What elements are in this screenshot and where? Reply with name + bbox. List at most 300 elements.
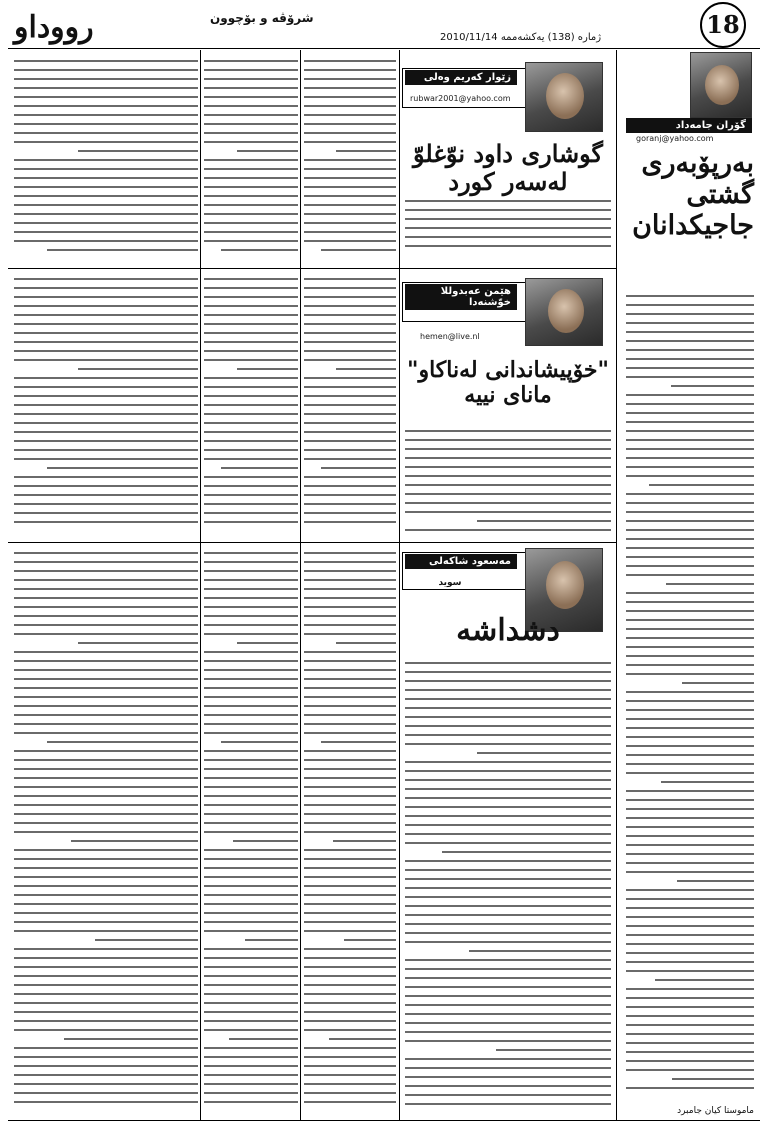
text-line bbox=[304, 669, 396, 671]
text-line bbox=[14, 96, 198, 98]
text-line bbox=[204, 87, 298, 89]
text-line bbox=[304, 660, 396, 662]
text-line bbox=[304, 957, 396, 959]
text-line bbox=[304, 948, 396, 950]
text-line bbox=[14, 633, 198, 635]
text-line bbox=[204, 114, 298, 116]
text-line bbox=[204, 921, 298, 923]
text-line bbox=[204, 1065, 298, 1067]
text-line bbox=[405, 806, 611, 808]
right-column-footer: ماموستا کیان جامبرد bbox=[677, 1106, 754, 1116]
text-line bbox=[405, 797, 611, 799]
text-line bbox=[626, 376, 754, 378]
text-line bbox=[626, 1024, 754, 1026]
text-line bbox=[204, 449, 298, 451]
text-line bbox=[14, 867, 198, 869]
text-line bbox=[204, 705, 298, 707]
text-line bbox=[626, 862, 754, 864]
text-line bbox=[405, 1094, 611, 1096]
text-line bbox=[204, 975, 298, 977]
text-line bbox=[304, 822, 396, 824]
text-line bbox=[626, 790, 754, 792]
text-line bbox=[204, 1074, 298, 1076]
text-line bbox=[204, 1020, 298, 1022]
text-line bbox=[71, 840, 198, 842]
text-line bbox=[304, 633, 396, 635]
text-line bbox=[304, 359, 396, 361]
text-line bbox=[304, 858, 396, 860]
text-line bbox=[405, 439, 611, 441]
text-line bbox=[14, 723, 198, 725]
text-line bbox=[304, 314, 396, 316]
text-line bbox=[321, 741, 396, 743]
text-line bbox=[626, 655, 754, 657]
text-line bbox=[204, 732, 298, 734]
text-line bbox=[14, 503, 198, 505]
text-line bbox=[304, 570, 396, 572]
text-line bbox=[405, 1040, 611, 1042]
text-line bbox=[405, 932, 611, 934]
text-line bbox=[204, 786, 298, 788]
text-line bbox=[204, 552, 298, 554]
text-line bbox=[626, 295, 754, 297]
text-line bbox=[626, 313, 754, 315]
text-line bbox=[229, 1038, 298, 1040]
text-line bbox=[304, 966, 396, 968]
text-line bbox=[304, 588, 396, 590]
text-line bbox=[304, 894, 396, 896]
text-line bbox=[405, 977, 611, 979]
right-column-body bbox=[626, 295, 754, 1103]
header-divider bbox=[8, 48, 760, 49]
text-line bbox=[204, 105, 298, 107]
text-line bbox=[405, 923, 611, 925]
article2-title: "خۆپیشاندانی لەناکاو" مانای نییە bbox=[406, 357, 609, 409]
text-line bbox=[204, 957, 298, 959]
text-line bbox=[204, 512, 298, 514]
text-line bbox=[626, 367, 754, 369]
article1-email: rubwar2001@yahoo.com bbox=[410, 94, 511, 103]
text-line bbox=[405, 209, 611, 211]
text-line bbox=[304, 921, 396, 923]
text-line bbox=[204, 123, 298, 125]
text-line bbox=[14, 512, 198, 514]
text-line bbox=[304, 723, 396, 725]
text-line bbox=[204, 494, 298, 496]
text-line bbox=[304, 240, 396, 242]
text-line bbox=[14, 1029, 198, 1031]
text-line bbox=[14, 768, 198, 770]
text-line bbox=[14, 287, 198, 289]
text-line bbox=[237, 642, 298, 644]
text-line bbox=[626, 349, 754, 351]
text-line bbox=[405, 493, 611, 495]
text-line bbox=[14, 1074, 198, 1076]
text-line bbox=[304, 512, 396, 514]
text-line bbox=[14, 449, 198, 451]
text-line bbox=[204, 413, 298, 415]
text-line bbox=[626, 574, 754, 576]
article3-body-col4 bbox=[14, 552, 198, 1112]
text-line bbox=[204, 521, 298, 523]
text-line bbox=[405, 833, 611, 835]
text-line bbox=[204, 377, 298, 379]
text-line bbox=[496, 1049, 611, 1051]
text-line bbox=[626, 619, 754, 621]
text-line bbox=[626, 610, 754, 612]
text-line bbox=[626, 538, 754, 540]
text-line bbox=[204, 1029, 298, 1031]
text-line bbox=[304, 87, 396, 89]
text-line bbox=[405, 698, 611, 700]
text-line bbox=[626, 943, 754, 945]
text-line bbox=[14, 894, 198, 896]
text-line bbox=[14, 141, 198, 143]
text-line bbox=[304, 440, 396, 442]
text-line bbox=[671, 385, 754, 387]
text-line bbox=[204, 476, 298, 478]
text-line bbox=[405, 896, 611, 898]
text-line bbox=[14, 1056, 198, 1058]
text-line bbox=[14, 795, 198, 797]
text-line bbox=[405, 1067, 611, 1069]
text-line bbox=[336, 642, 396, 644]
text-line bbox=[304, 813, 396, 815]
text-line bbox=[14, 341, 198, 343]
text-line bbox=[14, 186, 198, 188]
text-line bbox=[204, 1083, 298, 1085]
issue-info: ژماره (138) یەکشەممە 2010/11/14 bbox=[440, 32, 602, 43]
text-line bbox=[405, 779, 611, 781]
text-line bbox=[304, 606, 396, 608]
text-line bbox=[405, 959, 611, 961]
text-line bbox=[304, 404, 396, 406]
text-line bbox=[14, 350, 198, 352]
text-line bbox=[14, 921, 198, 923]
text-line bbox=[626, 502, 754, 504]
text-line bbox=[405, 218, 611, 220]
article2-body-col3 bbox=[204, 278, 298, 536]
text-line bbox=[204, 296, 298, 298]
text-line bbox=[14, 696, 198, 698]
text-line bbox=[477, 752, 611, 754]
text-line bbox=[405, 878, 611, 880]
text-line bbox=[626, 475, 754, 477]
text-line bbox=[405, 914, 611, 916]
text-line bbox=[14, 858, 198, 860]
text-line bbox=[405, 1058, 611, 1060]
article3-body-col2 bbox=[304, 552, 396, 1112]
text-line bbox=[14, 278, 198, 280]
text-line bbox=[204, 60, 298, 62]
text-line bbox=[204, 714, 298, 716]
text-line bbox=[245, 939, 298, 941]
text-line bbox=[626, 565, 754, 567]
text-line bbox=[204, 341, 298, 343]
text-line bbox=[14, 993, 198, 995]
text-line bbox=[405, 1004, 611, 1006]
text-line bbox=[469, 950, 611, 952]
text-line bbox=[626, 493, 754, 495]
text-line bbox=[14, 159, 198, 161]
text-line bbox=[405, 815, 611, 817]
text-line bbox=[405, 770, 611, 772]
text-line bbox=[304, 395, 396, 397]
text-line bbox=[304, 1029, 396, 1031]
text-line bbox=[304, 78, 396, 80]
text-line bbox=[626, 718, 754, 720]
text-line bbox=[14, 195, 198, 197]
text-line bbox=[405, 484, 611, 486]
text-line bbox=[304, 141, 396, 143]
text-line bbox=[204, 813, 298, 815]
text-line bbox=[304, 1056, 396, 1058]
article3-body-col3 bbox=[204, 552, 298, 1112]
text-line bbox=[405, 227, 611, 229]
text-line bbox=[304, 777, 396, 779]
text-line bbox=[304, 885, 396, 887]
text-line bbox=[47, 467, 198, 469]
text-line bbox=[304, 296, 396, 298]
text-line bbox=[14, 1083, 198, 1085]
text-line bbox=[14, 759, 198, 761]
text-line bbox=[14, 404, 198, 406]
article1-body-col4 bbox=[14, 60, 198, 262]
text-line bbox=[204, 750, 298, 752]
page-number: 18 bbox=[706, 10, 740, 39]
text-line bbox=[405, 968, 611, 970]
text-line bbox=[204, 240, 298, 242]
text-line bbox=[405, 662, 611, 664]
text-line bbox=[336, 368, 396, 370]
text-line bbox=[304, 993, 396, 995]
text-line bbox=[304, 1047, 396, 1049]
text-line bbox=[14, 1002, 198, 1004]
text-line bbox=[204, 1047, 298, 1049]
text-line bbox=[204, 458, 298, 460]
text-line bbox=[405, 457, 611, 459]
text-line bbox=[304, 458, 396, 460]
text-line bbox=[14, 521, 198, 523]
text-line bbox=[304, 305, 396, 307]
text-line bbox=[47, 249, 198, 251]
text-line bbox=[405, 1022, 611, 1024]
column-divider bbox=[616, 50, 617, 1120]
text-line bbox=[626, 763, 754, 765]
text-line bbox=[626, 394, 754, 396]
text-line bbox=[14, 78, 198, 80]
text-line bbox=[14, 822, 198, 824]
text-line bbox=[304, 597, 396, 599]
text-line bbox=[405, 887, 611, 889]
text-line bbox=[204, 777, 298, 779]
text-line bbox=[204, 633, 298, 635]
text-line bbox=[304, 831, 396, 833]
text-line bbox=[14, 732, 198, 734]
text-line bbox=[661, 781, 754, 783]
text-line bbox=[14, 903, 198, 905]
text-line bbox=[304, 849, 396, 851]
text-line bbox=[626, 736, 754, 738]
text-line bbox=[405, 1076, 611, 1078]
text-line bbox=[626, 952, 754, 954]
text-line bbox=[204, 696, 298, 698]
text-line bbox=[14, 984, 198, 986]
text-line bbox=[405, 680, 611, 682]
text-line bbox=[204, 966, 298, 968]
text-line bbox=[405, 502, 611, 504]
text-line bbox=[333, 840, 396, 842]
article-divider-2 bbox=[8, 542, 616, 543]
text-line bbox=[405, 1031, 611, 1033]
text-line bbox=[204, 831, 298, 833]
text-line bbox=[304, 60, 396, 62]
text-line bbox=[304, 687, 396, 689]
text-line bbox=[304, 867, 396, 869]
text-line bbox=[304, 521, 396, 523]
text-line bbox=[304, 1065, 396, 1067]
text-line bbox=[14, 222, 198, 224]
text-line bbox=[626, 520, 754, 522]
text-line bbox=[626, 1033, 754, 1035]
text-line bbox=[14, 494, 198, 496]
text-line bbox=[14, 957, 198, 959]
text-line bbox=[14, 431, 198, 433]
text-line bbox=[204, 305, 298, 307]
text-line bbox=[304, 651, 396, 653]
footer-divider bbox=[8, 1120, 760, 1121]
article3-author-name: مەسعود شاکەلی bbox=[405, 554, 517, 569]
text-line bbox=[405, 905, 611, 907]
text-line bbox=[405, 941, 611, 943]
text-line bbox=[14, 485, 198, 487]
text-line bbox=[204, 948, 298, 950]
text-line bbox=[14, 114, 198, 116]
text-line bbox=[204, 231, 298, 233]
text-line bbox=[442, 851, 611, 853]
text-line bbox=[626, 646, 754, 648]
text-line bbox=[626, 1006, 754, 1008]
text-line bbox=[14, 552, 198, 554]
text-line bbox=[477, 520, 611, 522]
text-line bbox=[204, 876, 298, 878]
text-line bbox=[204, 159, 298, 161]
text-line bbox=[405, 529, 611, 531]
article3-body-right bbox=[405, 662, 611, 1112]
text-line bbox=[14, 885, 198, 887]
text-line bbox=[304, 431, 396, 433]
text-line bbox=[14, 615, 198, 617]
text-line bbox=[204, 849, 298, 851]
text-line bbox=[14, 177, 198, 179]
text-line bbox=[405, 236, 611, 238]
text-line bbox=[14, 213, 198, 215]
article1-body-right bbox=[405, 200, 611, 262]
text-line bbox=[304, 876, 396, 878]
text-line bbox=[304, 1074, 396, 1076]
text-line bbox=[405, 1085, 611, 1087]
text-line bbox=[304, 69, 396, 71]
text-line bbox=[204, 278, 298, 280]
text-line bbox=[304, 96, 396, 98]
text-line bbox=[204, 822, 298, 824]
right-author-photo bbox=[690, 52, 752, 118]
article1-title: گوشاری داود نوّغلوّ لەسەر کورد bbox=[413, 139, 603, 196]
text-line bbox=[14, 105, 198, 107]
text-line bbox=[304, 696, 396, 698]
text-line bbox=[14, 786, 198, 788]
text-line bbox=[304, 485, 396, 487]
text-line bbox=[304, 714, 396, 716]
text-line bbox=[14, 231, 198, 233]
newspaper-logo: ﺭﻭﻭﺩﺍﻭ bbox=[14, 10, 94, 45]
text-line bbox=[304, 422, 396, 424]
text-line bbox=[304, 204, 396, 206]
text-line bbox=[221, 249, 298, 251]
text-line bbox=[304, 975, 396, 977]
text-line bbox=[14, 377, 198, 379]
text-line bbox=[304, 732, 396, 734]
text-line bbox=[204, 570, 298, 572]
text-line bbox=[14, 588, 198, 590]
text-line bbox=[204, 404, 298, 406]
text-line bbox=[626, 340, 754, 342]
text-line bbox=[14, 813, 198, 815]
text-line bbox=[626, 826, 754, 828]
text-line bbox=[626, 1015, 754, 1017]
text-line bbox=[204, 615, 298, 617]
text-line bbox=[626, 988, 754, 990]
text-line bbox=[14, 123, 198, 125]
text-line bbox=[204, 395, 298, 397]
text-line bbox=[204, 795, 298, 797]
text-line bbox=[405, 995, 611, 997]
text-line bbox=[204, 1056, 298, 1058]
text-line bbox=[626, 637, 754, 639]
text-line bbox=[405, 1013, 611, 1015]
text-line bbox=[204, 69, 298, 71]
text-line bbox=[204, 359, 298, 361]
text-line bbox=[14, 606, 198, 608]
text-line bbox=[204, 678, 298, 680]
text-line bbox=[14, 570, 198, 572]
article2-author-name: هێمن عەبدوللا خوّشنەدا bbox=[405, 284, 517, 310]
text-line bbox=[14, 687, 198, 689]
text-line bbox=[304, 195, 396, 197]
text-line bbox=[204, 651, 298, 653]
text-line bbox=[626, 1051, 754, 1053]
text-line bbox=[304, 912, 396, 914]
text-line bbox=[304, 1011, 396, 1013]
text-line bbox=[14, 669, 198, 671]
text-line bbox=[204, 213, 298, 215]
text-line bbox=[304, 350, 396, 352]
text-line bbox=[204, 912, 298, 914]
text-line bbox=[204, 186, 298, 188]
text-line bbox=[304, 678, 396, 680]
text-line bbox=[204, 804, 298, 806]
text-line bbox=[14, 660, 198, 662]
text-line bbox=[304, 323, 396, 325]
text-line bbox=[204, 1101, 298, 1103]
text-line bbox=[626, 817, 754, 819]
article2-author-photo bbox=[525, 278, 603, 346]
text-line bbox=[321, 467, 396, 469]
text-line bbox=[14, 1101, 198, 1103]
text-line bbox=[204, 768, 298, 770]
text-line bbox=[626, 457, 754, 459]
text-line bbox=[14, 804, 198, 806]
